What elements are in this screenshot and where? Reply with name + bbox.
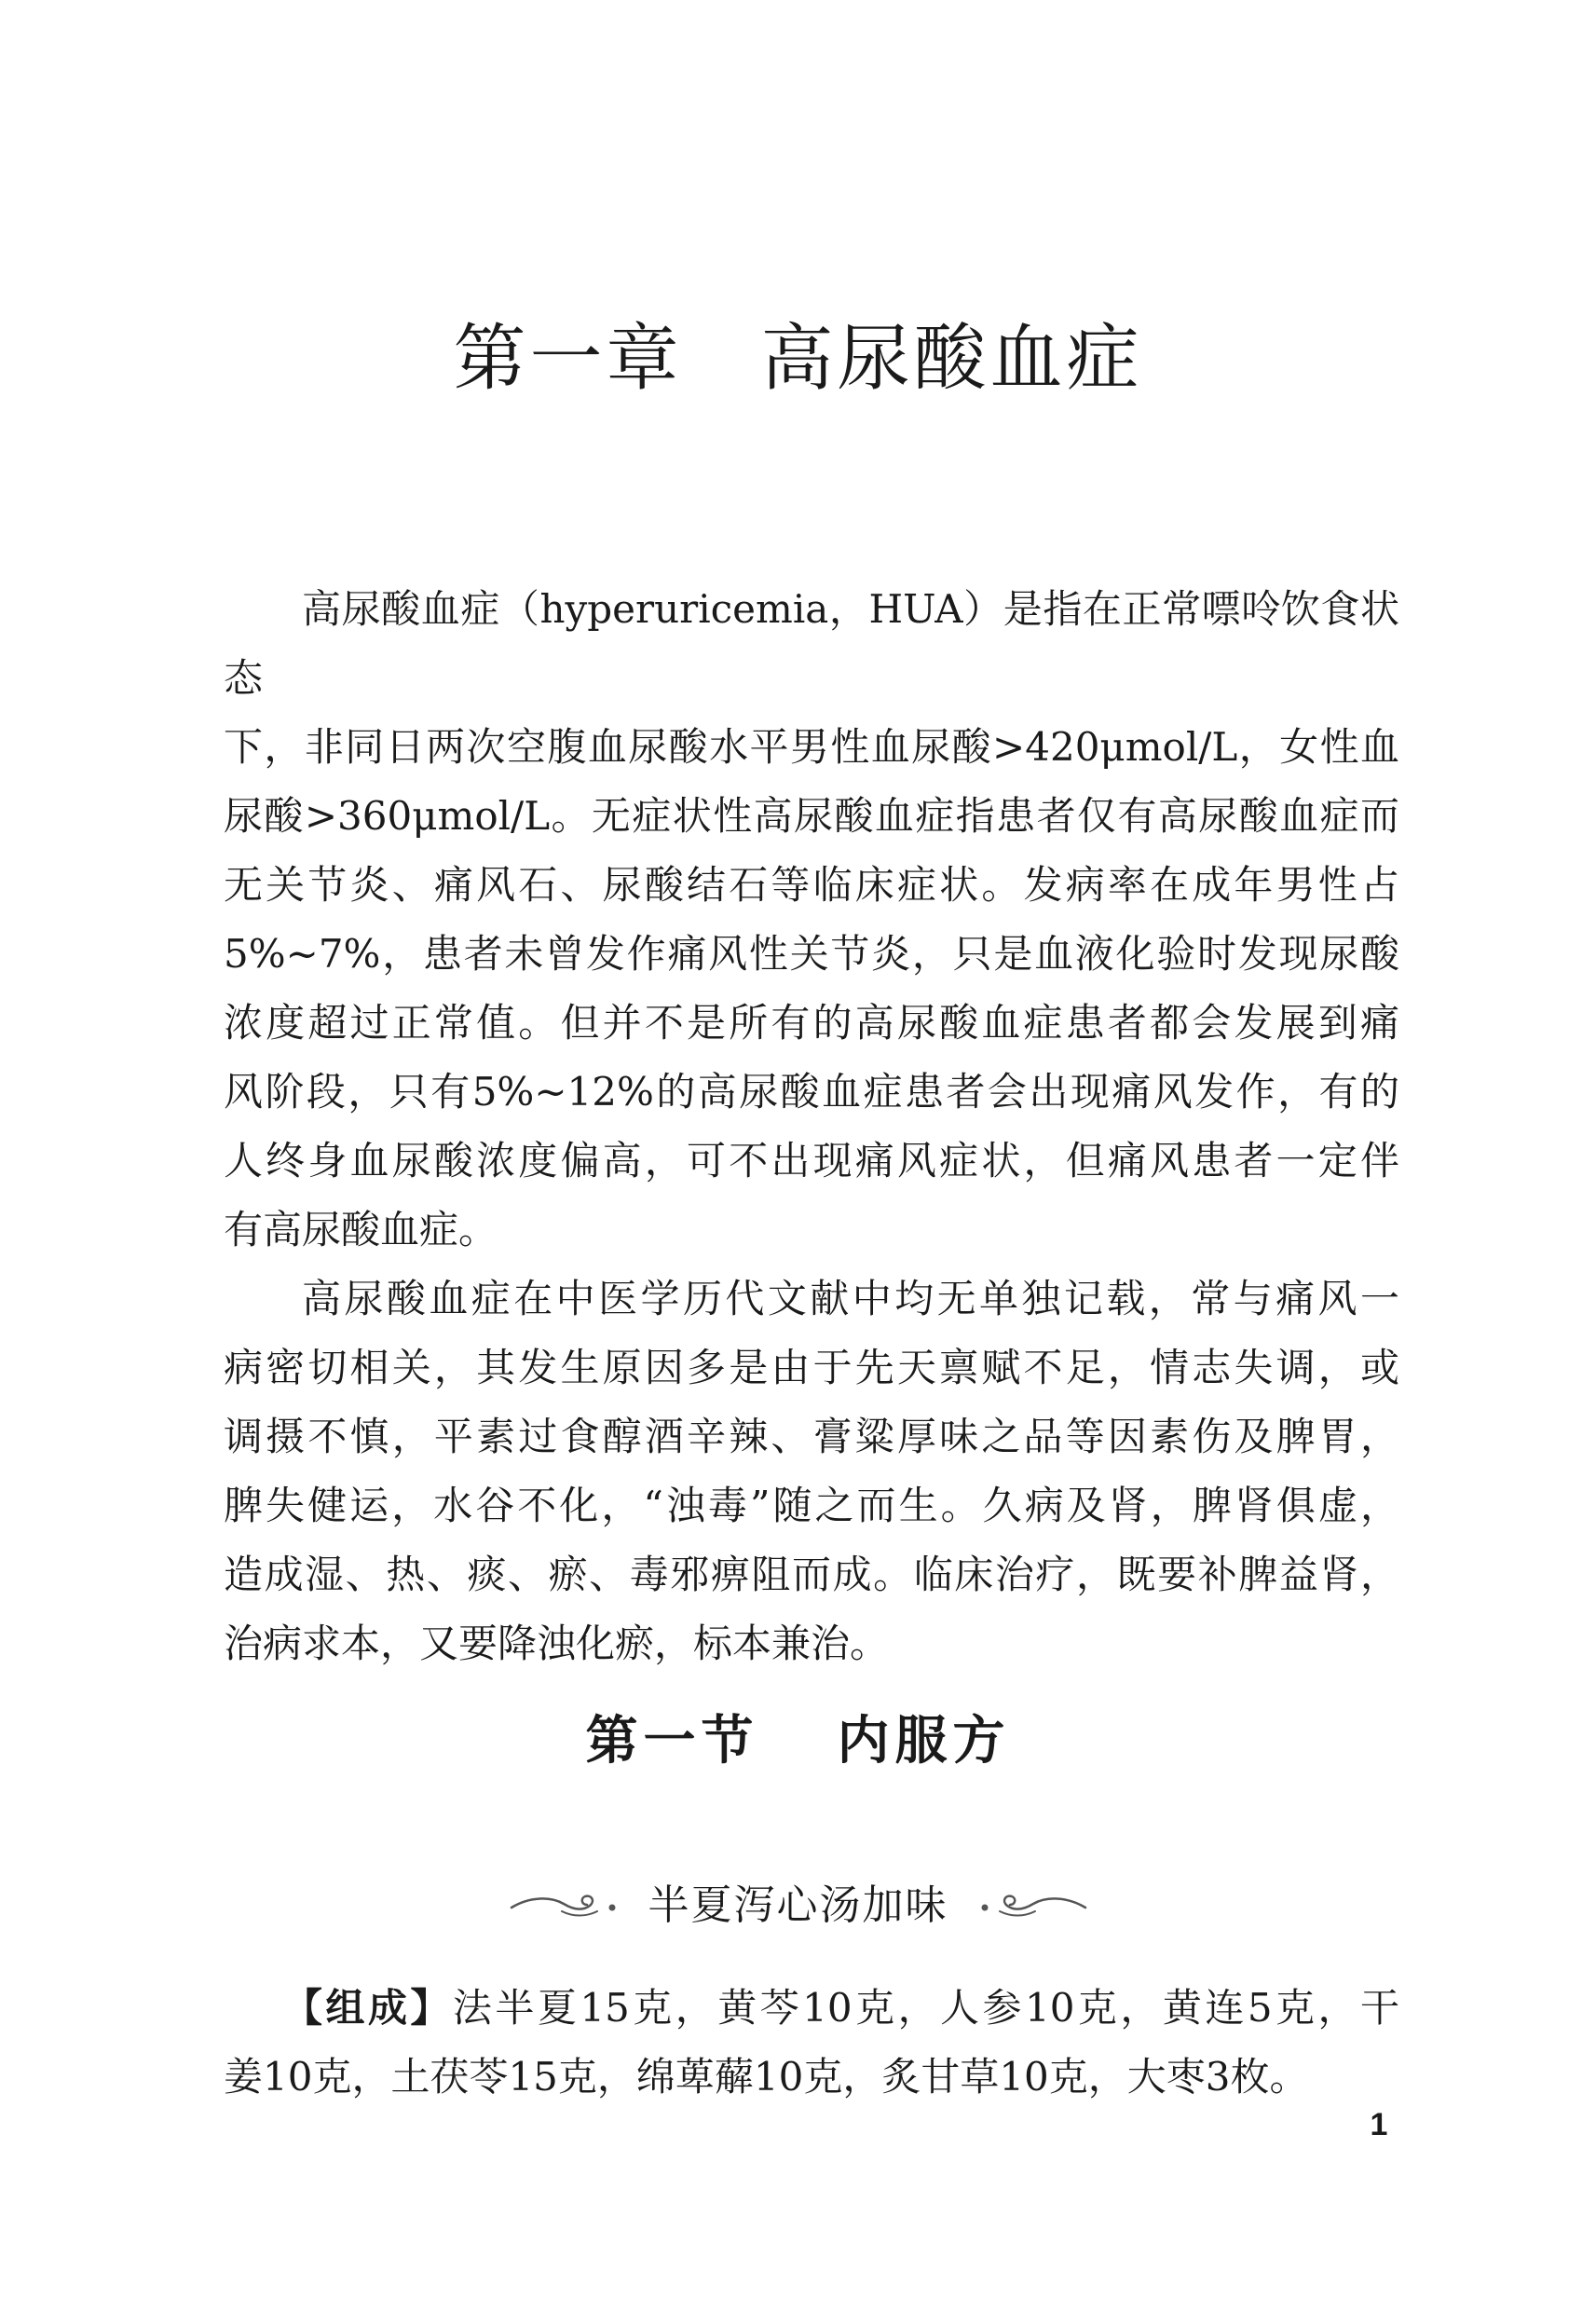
paragraph-2-line: 治病求本，又要降浊化瘀，标本兼治。 <box>224 1621 890 1666</box>
right-scroll-ornament-icon <box>973 1887 1089 1924</box>
composition-label: 【组成】 <box>283 1985 453 2031</box>
section-title <box>0 1703 1596 1778</box>
chapter-title <box>0 312 1596 405</box>
paragraph-2-line: 调摄不慎，平素过食醇酒辛辣、膏粱厚味之品等因素伤及脾胃， <box>224 1414 1399 1459</box>
chapter-name: 高尿酸血症 <box>760 317 1143 401</box>
paragraph-2-line: 病密切相关，其发生原因多是由于先天禀赋不足，情志失调，或 <box>224 1345 1399 1390</box>
paragraph-2-line: 脾失健运，水谷不化，“浊毒”随之而生。久病及肾，脾肾俱虚， <box>224 1483 1399 1528</box>
paragraph-1-line: 下，非同日两次空腹血尿酸水平男性血尿酸>420μmol/L，女性血 <box>224 724 1399 770</box>
section-name: 内服方 <box>837 1710 1011 1772</box>
composition-line <box>224 1974 1399 2043</box>
recipe-title: 半夏泻心汤加味 <box>648 1881 948 1929</box>
paragraph-2 <box>224 1265 1399 1678</box>
paragraph-1-line: 风阶段，只有5%~12%的高尿酸血症患者会出现痛风发作，有的 <box>224 1069 1399 1115</box>
paragraph-1-line: 无关节炎、痛风石、尿酸结石等临床症状。发病率在成年男性占 <box>224 862 1399 908</box>
paragraph-2-line: 造成湿、热、痰、瘀、毒邪痹阻而成。临床治疗，既要补脾益肾， <box>224 1552 1399 1597</box>
paragraph-1-line: 高尿酸血症（hyperuricemia，HUA）是指在正常嘌呤饮食状态 <box>224 586 1399 701</box>
paragraph-1-line: 人终身血尿酸浓度偏高，可不出现痛风症状，但痛风患者一定伴 <box>224 1138 1399 1183</box>
left-scroll-ornament-icon <box>508 1887 624 1924</box>
recipe-composition <box>224 1974 1399 2112</box>
chapter-intro <box>224 575 1399 1678</box>
composition-line: 姜10克，土茯苓15克，绵萆薢10克，炙甘草10克，大枣3枚。 <box>224 2054 1309 2100</box>
page-number: 1 <box>1370 2107 1388 2142</box>
paragraph-1-line: 浓度超过正常值。但并不是所有的高尿酸血症患者都会发展到痛 <box>224 1000 1399 1046</box>
paragraph-1-line: 5%~7%，患者未曾发作痛风性关节炎，只是血液化验时发现尿酸 <box>224 931 1399 977</box>
recipe-heading <box>0 1873 1596 1938</box>
paragraph-1-line: 尿酸>360μmol/L。无症状性高尿酸血症指患者仅有高尿酸血症而 <box>224 793 1399 839</box>
paragraph-2-line: 高尿酸血症在中医学历代文献中均无单独记载，常与痛风一 <box>302 1276 1399 1321</box>
composition-text: 法半夏15克，黄芩10克，人参10克，黄连5克，干 <box>452 1985 1399 2031</box>
section-number: 第一节 <box>585 1710 759 1772</box>
chapter-number: 第一章 <box>453 317 683 401</box>
paragraph-1 <box>224 575 1399 1265</box>
paragraph-1-line: 有高尿酸血症。 <box>224 1207 498 1252</box>
